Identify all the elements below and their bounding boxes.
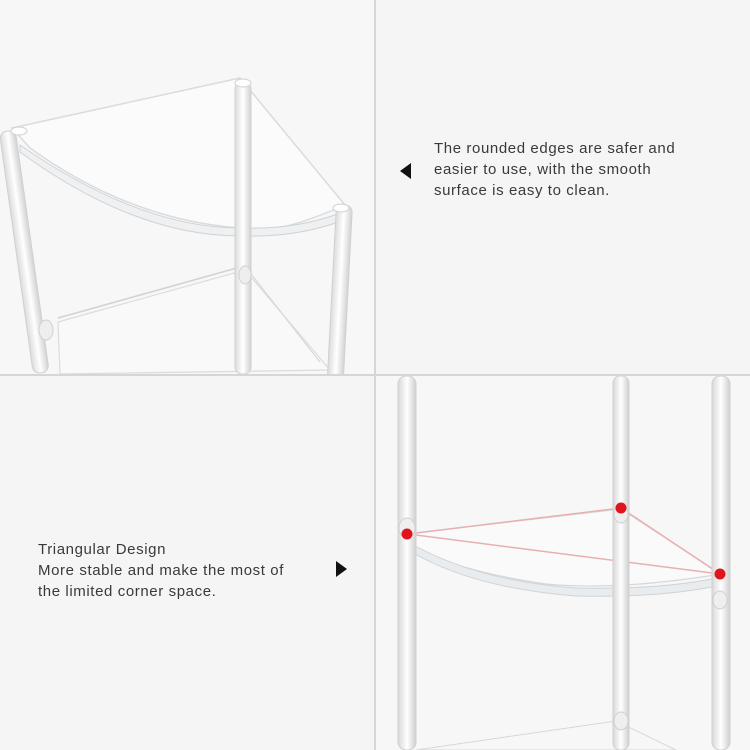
- caption-line: More stable and make the most of: [38, 562, 284, 579]
- shelf-closeup-illustration: [0, 0, 374, 374]
- caption-line: easier to use, with the smooth: [434, 161, 652, 178]
- caret-left-icon: [400, 163, 411, 179]
- triangular-shelf-photo: [376, 376, 750, 750]
- marker-dot: [402, 529, 413, 540]
- marker-dot: [616, 503, 627, 514]
- caption-heading: Triangular Design: [38, 541, 167, 558]
- caption-line: the limited corner space.: [38, 583, 217, 600]
- marker-dot: [715, 569, 726, 580]
- caret-right-icon: [336, 561, 347, 577]
- rounded-edge-caption: [434, 138, 734, 201]
- caption-line: The rounded edges are safer and: [434, 140, 676, 157]
- shelf-triangle-illustration: [376, 376, 750, 750]
- caption-line: surface is easy to clean.: [434, 182, 610, 199]
- triangular-design-caption: [38, 539, 338, 602]
- rounded-edge-photo: [0, 0, 374, 374]
